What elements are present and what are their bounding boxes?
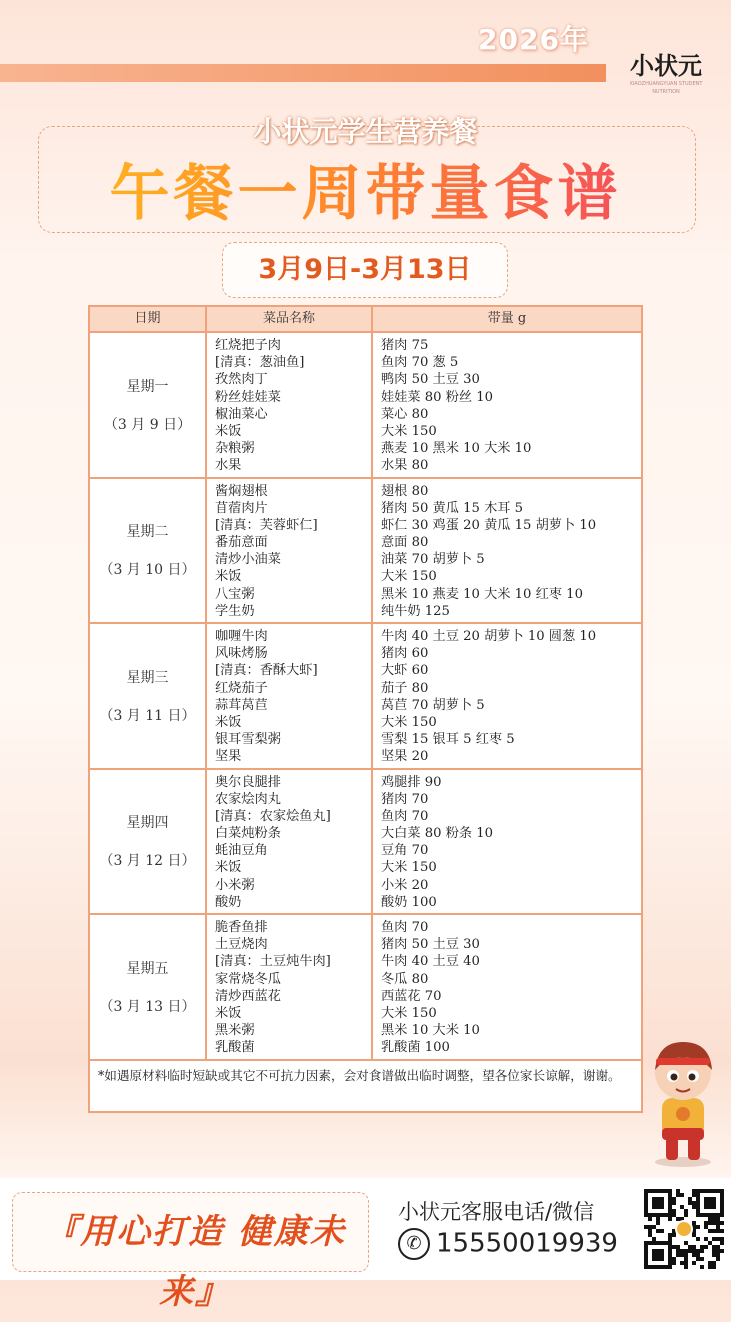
table-row — [89, 478, 642, 624]
column-header-date: 日期 — [89, 306, 206, 332]
dish-line: 水果 — [215, 458, 242, 474]
amount-line: 大米 150 — [381, 569, 437, 585]
amount-cell — [372, 623, 642, 769]
dish-cell — [206, 769, 372, 915]
amount-line: 黑米 10 大米 10 — [381, 1023, 480, 1039]
day-cell — [89, 623, 206, 769]
table-row — [89, 332, 642, 478]
qr-code[interactable] — [644, 1189, 724, 1269]
dish-line: 蚝油豆角 — [215, 843, 268, 859]
amount-line: 娃娃菜 80 粉丝 10 — [381, 389, 494, 405]
amount-cell — [372, 914, 642, 1060]
dish-line: 土豆烧肉 — [215, 937, 268, 953]
dish-line: 清炒西蓝花 — [215, 988, 281, 1004]
amount-line: 猪肉 60 — [381, 646, 429, 662]
day-cell — [89, 914, 206, 1060]
page-subtitle: 小状元学生营养餐 — [253, 115, 478, 148]
amount-line: 鱼肉 70 — [381, 808, 429, 824]
hotline-label: 小状元客服电话/微信 — [398, 1200, 595, 1224]
dish-line: 孜然肉丁 — [215, 372, 268, 388]
brand-logo — [616, 52, 716, 94]
dish-line: 苜蓿肉片 — [215, 500, 268, 516]
amount-line: 牛肉 40 土豆 20 胡萝卜 10 圆葱 10 — [381, 629, 597, 644]
amount-line: 牛肉 40 土豆 40 — [381, 954, 480, 970]
dish-line: 黑米粥 — [215, 1023, 255, 1039]
dish-cell — [206, 914, 372, 1060]
dish-line: 农家烩肉丸 — [215, 791, 281, 807]
amount-line: 鸭肉 50 土豆 30 — [381, 372, 480, 388]
amount-line: 鸡腿排 90 — [381, 774, 442, 790]
dish-line: 蒜茸莴苣 — [215, 697, 268, 713]
day-name: 星期一 — [126, 378, 169, 395]
amount-cell — [372, 769, 642, 915]
amount-line: 鱼肉 70 葱 5 — [381, 355, 459, 371]
day-name: 星期五 — [126, 960, 169, 977]
amount-line: 大米 150 — [381, 860, 437, 876]
dish-cell — [206, 623, 372, 769]
dish-line: 椒油菜心 — [215, 406, 268, 422]
day-cell — [89, 478, 206, 624]
dish-line: 风味烤肠 — [215, 646, 268, 662]
dish-line: 脆香鱼排 — [215, 920, 268, 935]
phone-number[interactable]: 15550019939 — [436, 1228, 618, 1259]
amount-line: 水果 80 — [381, 458, 429, 474]
phone-icon: ✆ — [398, 1228, 430, 1260]
dish-line: 小米粥 — [215, 877, 255, 893]
amount-line: 鱼肉 70 — [381, 920, 429, 935]
dish-line: [清真：香酥大虾] — [215, 663, 318, 679]
amount-line: 意面 80 — [381, 535, 429, 551]
dish-line: 家常烧冬瓜 — [215, 971, 281, 987]
header-accent-bar — [0, 64, 606, 82]
dish-line: 米饭 — [215, 423, 242, 439]
amount-line: 大米 150 — [381, 714, 437, 730]
dish-line: 银耳雪梨粥 — [215, 732, 281, 748]
dish-line: [清真：土豆炖牛肉] — [215, 954, 331, 970]
table-row — [89, 623, 642, 769]
day-date: （3 月 13 日） — [99, 998, 196, 1015]
amount-line: 莴苣 70 胡萝卜 5 — [381, 697, 485, 713]
dish-line: 红烧把子肉 — [215, 338, 281, 353]
day-date: （3 月 9 日） — [103, 416, 192, 433]
amount-line: 乳酸菌 100 — [381, 1040, 450, 1056]
dish-line: 学生奶 — [215, 603, 255, 619]
amount-line: 大虾 60 — [381, 663, 429, 679]
column-header-dishes: 菜品名称 — [206, 306, 372, 332]
amount-line: 大米 150 — [381, 1005, 437, 1021]
amount-line: 茄子 80 — [381, 680, 429, 696]
page-title: 午餐一周带量食谱 — [0, 158, 731, 230]
amount-line: 猪肉 75 — [381, 338, 429, 353]
amount-line: 猪肉 50 土豆 30 — [381, 937, 480, 953]
column-header-amount: 带量 g — [372, 306, 642, 332]
amount-line: 猪肉 50 黄瓜 15 木耳 5 — [381, 500, 524, 516]
amount-line: 冬瓜 80 — [381, 971, 429, 987]
amount-cell — [372, 332, 642, 478]
amount-line: 燕麦 10 黑米 10 大米 10 — [381, 441, 532, 457]
amount-line: 坚果 20 — [381, 749, 429, 765]
dish-line: [清真：芙蓉虾仁] — [215, 517, 318, 533]
dish-line: 米饭 — [215, 714, 242, 730]
year-label: 2026年 — [478, 23, 589, 56]
table-row — [89, 769, 642, 915]
dish-cell — [206, 478, 372, 624]
amount-line: 猪肉 70 — [381, 791, 429, 807]
dish-line: 番茄意面 — [215, 535, 268, 551]
phone-number-row[interactable] — [398, 1228, 618, 1260]
amount-line: 西蓝花 70 — [381, 988, 442, 1004]
amount-line: 小米 20 — [381, 877, 429, 893]
amount-line: 大米 150 — [381, 423, 437, 439]
dish-line: 米饭 — [215, 569, 242, 585]
amount-line: 酸奶 100 — [381, 894, 437, 910]
amount-line: 油菜 70 胡萝卜 5 — [381, 552, 485, 568]
amount-cell — [372, 478, 642, 624]
dish-cell — [206, 332, 372, 478]
dish-line: 咖喱牛肉 — [215, 629, 268, 644]
day-date: （3 月 12 日） — [99, 853, 196, 870]
amount-line: 虾仁 30 鸡蛋 20 黄瓜 15 胡萝卜 10 — [381, 517, 597, 533]
dish-line: 坚果 — [215, 749, 242, 765]
dish-line: 米饭 — [215, 1005, 242, 1021]
dish-line: 红烧茄子 — [215, 680, 268, 696]
table-row — [89, 914, 642, 1060]
dish-line: 酱焖翅根 — [215, 483, 268, 499]
dish-line: 奥尔良腿排 — [215, 774, 281, 790]
day-date: （3 月 11 日） — [99, 707, 196, 724]
day-date: （3 月 10 日） — [99, 562, 196, 579]
dish-line: 酸奶 — [215, 894, 242, 910]
dish-line: [清真：葱油鱼] — [215, 355, 305, 371]
amount-line: 雪梨 15 银耳 5 红枣 5 — [381, 732, 515, 748]
brand-logo-tagline: XIAOZHUANGYUAN STUDENT NUTRITION — [629, 81, 703, 95]
menu-table — [88, 305, 643, 1113]
day-name: 星期三 — [126, 669, 169, 686]
day-name: 星期二 — [126, 524, 169, 541]
mascot-illustration — [640, 1036, 726, 1168]
date-range: 3月9日-3月13日 — [222, 242, 508, 298]
disclaimer-note: *如遇原材料临时短缺或其它不可抗力因素，会对食谱做出临时调整，望各位家长谅解，谢谢。 — [89, 1060, 642, 1112]
dish-line: 粉丝娃娃菜 — [215, 389, 281, 405]
dish-line: 杂粮粥 — [215, 441, 255, 457]
amount-line: 大白菜 80 粉条 10 — [381, 826, 494, 842]
amount-line: 纯牛奶 125 — [381, 603, 450, 619]
dish-line: 清炒小油菜 — [215, 552, 281, 568]
dish-line: 白菜炖粉条 — [215, 826, 281, 842]
amount-line: 豆角 70 — [381, 843, 429, 859]
table-header-row — [89, 306, 642, 332]
amount-line: 翅根 80 — [381, 483, 429, 499]
brand-logo-text: 小状元 — [630, 52, 702, 80]
amount-line: 黑米 10 燕麦 10 大米 10 红枣 10 — [381, 586, 583, 602]
dish-line: 乳酸菌 — [215, 1040, 255, 1056]
slogan: 『用心打造 健康未来』 — [44, 1212, 346, 1312]
day-name: 星期四 — [126, 815, 169, 832]
amount-line: 菜心 80 — [381, 406, 429, 422]
dish-line: 八宝粥 — [215, 586, 255, 602]
day-cell — [89, 769, 206, 915]
dish-line: 米饭 — [215, 860, 242, 876]
note-row — [89, 1060, 642, 1112]
day-cell — [89, 332, 206, 478]
dish-line: [清真：农家烩鱼丸] — [215, 808, 331, 824]
